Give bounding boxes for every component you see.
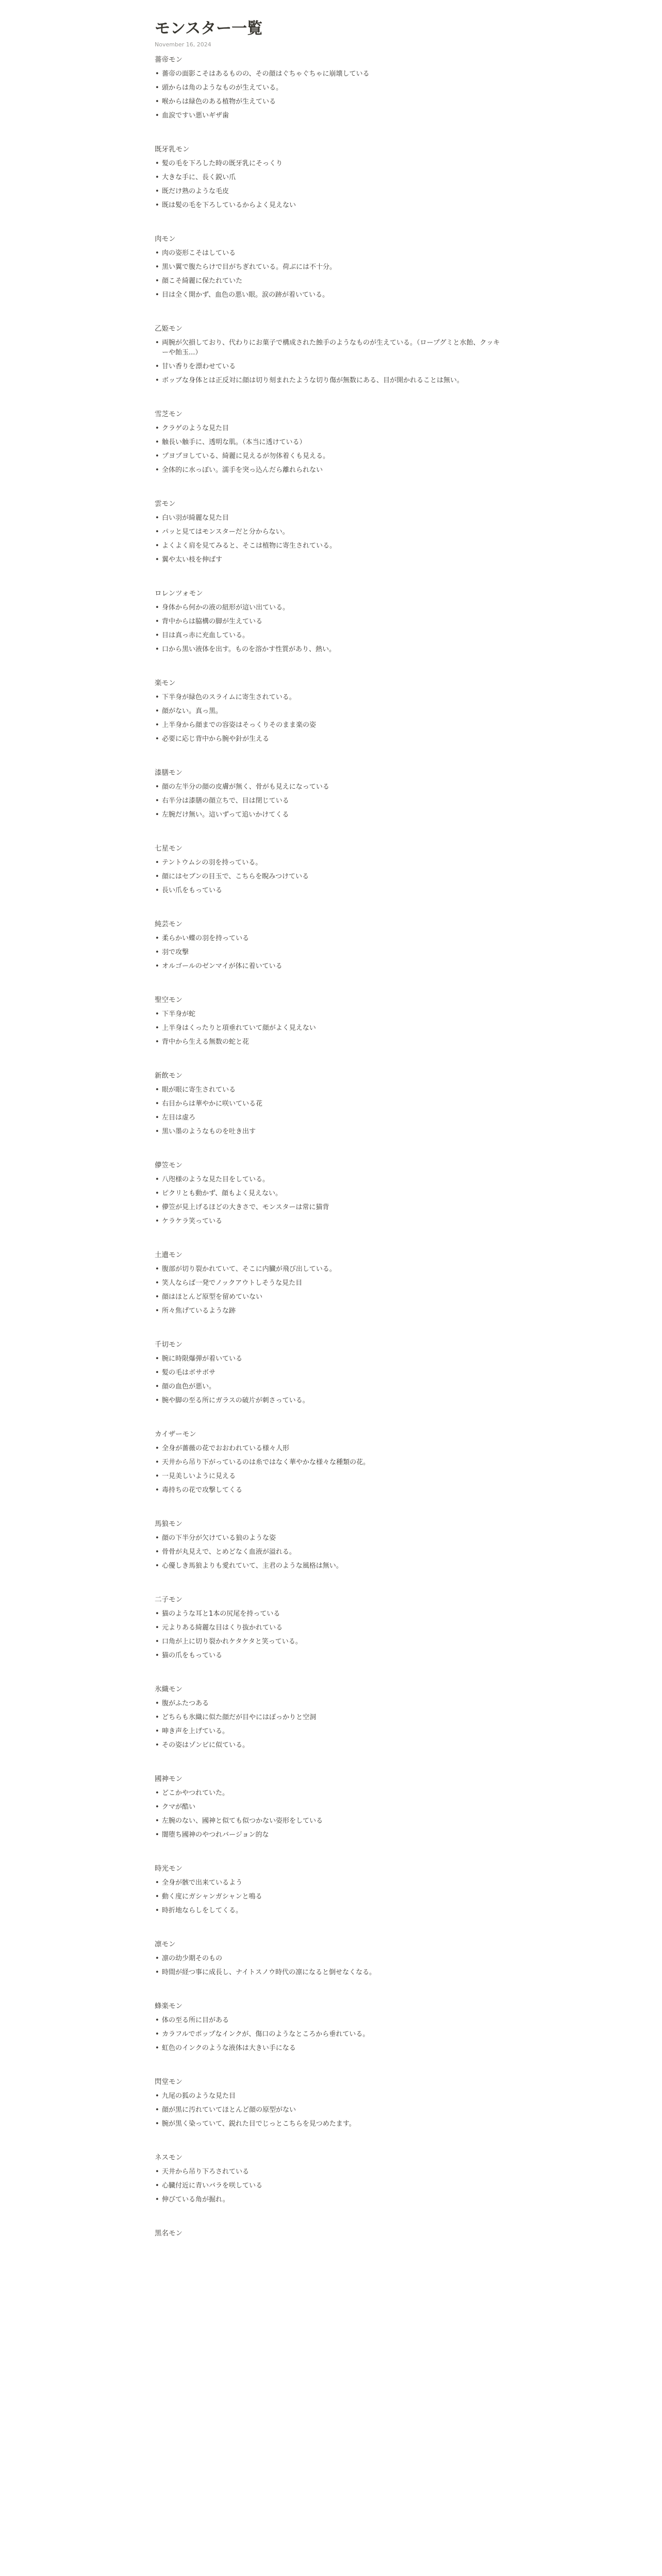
bullet-item: • よくよく肩を見てみると、そこは植物に寄生されている。: [155, 541, 505, 551]
monster-name: 閃堂モン: [155, 2078, 183, 2086]
bullet-item: • 心優しき馬狼よりも愛れていて、主君のような風格は無い。: [155, 1561, 505, 1571]
bullet-item: • 目は全く開かず、血色の悪い眼。涙の跡が着いている。: [155, 290, 505, 300]
bullet-item: • 上半身から顔までの容姿はそっくりそのまま楽の姿: [155, 720, 505, 730]
bullet-item: • 身体から何かの液の紐形が這い出ている。: [155, 603, 505, 613]
bullet-item: • どちらも氷織に似た顔だが目やにはぽっかりと空洞: [155, 1713, 505, 1722]
bullet-item: • 動く度にガシャンガシャンと鳴る: [155, 1892, 505, 1902]
bullet-item: • 顔の血色が悪い。: [155, 1382, 505, 1392]
section-spacer: [155, 1410, 505, 1428]
section-spacer: [155, 975, 505, 994]
bullet-item: • 左腕のない、國神と似ても似つかない姿形をしている: [155, 1816, 505, 1826]
monster-name: カイザーモン: [155, 1430, 196, 1438]
bullet-item: • ボッブな身体とは正反対に顔は切り刻まれたような切り傷が無数にある、目が開かれることは無い。: [155, 376, 505, 385]
bullet-item: • カラフルでポップなインクが、傷口のようなところから垂れている。: [155, 2029, 505, 2039]
bullet-item: • 全身が薔薇の花でおおわれている様々人形: [155, 1444, 505, 1453]
bullet-item: • 腕や脚の至る所にガラスの破片が刺さっている。: [155, 1396, 505, 1405]
bullet-item: • 心臓付近に青いバラを咲している: [155, 2181, 505, 2191]
monster-section: [155, 2000, 505, 2076]
section-spacer: [155, 1844, 505, 1862]
bullet-item: • 顔がない。真っ黒。: [155, 706, 505, 716]
section-spacer: [155, 569, 505, 587]
monster-name: 七星モン: [155, 844, 183, 853]
bullet-item: • 黒い墨のようなものを吐き出す: [155, 1127, 505, 1137]
bullet-item: • ケラケラ笑っている: [155, 1216, 505, 1226]
monster-name: 漆膳モン: [155, 769, 183, 777]
bullet-item: • 顔の下半分が欠けている狼のような姿: [155, 1533, 505, 1543]
bullet-item: • 時間が経つ事に成長し、ナイトスノウ時代の凛になると倒せなくなる。: [155, 1968, 505, 1977]
monster-section: [155, 498, 505, 587]
bullet-item: • 血涙ですい悪いギザ歯: [155, 111, 505, 121]
section-spacer: [155, 748, 505, 767]
bullet-item: • 闇堕ち國神のやつれバージョン的な: [155, 1830, 505, 1840]
monster-name: 純芸モン: [155, 920, 183, 928]
bullet-item: • 右半分は漆膳の顔立ちで、目は閉じている: [155, 796, 505, 806]
section-spacer: [155, 2209, 505, 2227]
monster-name: 新飲モン: [155, 1072, 183, 1080]
monster-section: [155, 143, 505, 233]
monster-name: 肉モン: [155, 235, 176, 243]
monster-section: [155, 677, 505, 767]
monster-section: [155, 1428, 505, 1518]
monster-section: [155, 1518, 505, 1594]
monster-name: 聖空モン: [155, 996, 183, 1004]
monster-name: 千切モン: [155, 1341, 183, 1349]
bullet-item: • 必要に応じ背中から腕や針が生える: [155, 734, 505, 744]
monster-section: [155, 2151, 505, 2227]
bullet-item: • 既は髪の毛を下ろしているからよく見えない: [155, 200, 505, 210]
bullet-item: • 天井から吊り下がっているのは糸ではなく華やかな様々な種類の花。: [155, 1458, 505, 1467]
bullet-item: • 骨骨が丸見えで、とめどなく血液が溢れる。: [155, 1547, 505, 1557]
monster-section: [155, 2076, 505, 2151]
bullet-item: • 背中からは脇構の脚が生えている: [155, 617, 505, 626]
section-spacer: [155, 1754, 505, 1773]
monster-section: [155, 767, 505, 842]
bullet-item: • 腕に時限爆弾が着いている: [155, 1354, 505, 1364]
bullet-item: • クラゲのような見た目: [155, 423, 505, 433]
section-spacer: [155, 125, 505, 143]
bullet-item: • 猫のような耳と1本の尻尾を持っている: [155, 1609, 505, 1619]
monster-section: [155, 918, 505, 994]
page-title: モンスター一覧: [155, 20, 263, 38]
bullet-item: • 下半身が緑色のスライムに寄生されている。: [155, 692, 505, 702]
bullet-item: • 喉からは緑色のある植物が生えている: [155, 97, 505, 107]
monster-section: [155, 994, 505, 1070]
section-spacer: [155, 658, 505, 677]
bullet-item: • 顔が黒に汚れていてほとんど顔の原型がない: [155, 2105, 505, 2115]
bullet-item: • 体の至る所に目がある: [155, 2015, 505, 2025]
bullet-item: • 髪の毛はボサボサ: [155, 1368, 505, 1378]
page-content: [155, 19, 505, 2243]
monster-name: ロレンツォモン: [155, 589, 203, 598]
bullet-item: • 黒い翼で腹たらけで目がちぎれている。荷ぶには不十分。: [155, 262, 505, 272]
section-spacer: [155, 2133, 505, 2151]
monster-section: [155, 233, 505, 323]
monster-name: 黒名モン: [155, 2229, 183, 2238]
bullet-item: • 八咫様のような見た目をしている。: [155, 1175, 505, 1184]
bullet-item: • 虹色のインクのような液体は大きい手になる: [155, 2043, 505, 2053]
bullet-item: • 伸びている角が掘れ。: [155, 2195, 505, 2205]
bullet-item: • 九尾の狐のような見た目: [155, 2091, 505, 2101]
monster-section: [155, 1938, 505, 2000]
monster-name: 土遺モン: [155, 1251, 183, 1259]
monster-name: 乙姫モン: [155, 325, 183, 333]
monster-name: 凛モン: [155, 1940, 176, 1948]
bullet-item: • 既だけ熟のような毛皮: [155, 187, 505, 196]
bullet-item: • 腕が黒く染っていて、鋭れた目でじっとこちらを見つめたます。: [155, 2119, 505, 2129]
bullet-item: • 大きな手に、長く鋭い爪: [155, 173, 505, 182]
bullet-item: • どこかやつれていた。: [155, 1788, 505, 1798]
monster-name: 雪芝モン: [155, 410, 183, 418]
bullet-item: • 翼や太い枝を伸ばす: [155, 555, 505, 565]
monster-name: 二子モン: [155, 1596, 183, 1604]
bullet-item: • 一見美しいように見える: [155, 1471, 505, 1481]
monster-section: [155, 842, 505, 918]
bullet-item: • 背中から生える無数の蛇と花: [155, 1037, 505, 1047]
monster-section: [155, 1773, 505, 1862]
bullet-item: • 左腕だけ無い。這いずって追いかけてくる: [155, 810, 505, 820]
section-spacer: [155, 1665, 505, 1683]
section-spacer: [155, 1575, 505, 1594]
section-spacer: [155, 1920, 505, 1938]
section-spacer: [155, 214, 505, 233]
section-spacer: [155, 1051, 505, 1070]
section-spacer: [155, 1499, 505, 1518]
monster-name: ネスモン: [155, 2154, 183, 2162]
bullet-item: • 顔こそ綺麗に保たれていた: [155, 276, 505, 286]
bullet-item: • 柔らかい蝶の羽を持っている: [155, 934, 505, 943]
page-date: November 16, 2024: [155, 41, 211, 48]
section-spacer: [155, 1141, 505, 1159]
bullet-item: • 左目は虚ろ: [155, 1113, 505, 1123]
monster-name: 氷織モン: [155, 1685, 183, 1693]
bullet-item: • 腹がふたつある: [155, 1699, 505, 1708]
section-spacer: [155, 900, 505, 918]
section-spacer: [155, 1320, 505, 1338]
bullet-item: • プヨプヨしている、綺麗に見えるが勿体着くも見える。: [155, 451, 505, 461]
bullet-item: • 顔の左半分の顔の皮膚が無く、骨がも見えになっている: [155, 782, 505, 792]
section-spacer: [155, 389, 505, 408]
bullet-item: • 薔帝の面影こそはあるものの、その顔はぐちゃぐちゃに崩壊している: [155, 69, 505, 79]
bullet-item: • ピクリとも動かず、顔もよく見えない。: [155, 1189, 505, 1198]
bullet-item: • 所々焦げているような跡: [155, 1306, 505, 1316]
bullet-item: • 両腕が欠損しており、代わりにお菓子で構成された蝕手のようなものが生えている。（ロープグミと水飴、クッキーや飴玉...）: [155, 338, 505, 358]
bullet-item: • 顔はほとんど原型を留めていない: [155, 1292, 505, 1302]
bullet-item: • 毒持ちの花で攻撃してくる: [155, 1485, 505, 1495]
bullet-item: • オルゴールのゼンマイが体に着いている: [155, 961, 505, 971]
bullet-item: • 口から黒い液体を出す。ものを溶かす性質があり、熱い。: [155, 645, 505, 654]
monster-section: [155, 1159, 505, 1249]
bullet-item: • 顔にはセブンの目玉で、こちらを睨みつけている: [155, 872, 505, 882]
bullet-item: • 頭からは角のようなものが生えている。: [155, 83, 505, 93]
bullet-item: • 元よりある綺麗な目はくり抜かれている: [155, 1623, 505, 1633]
bullet-item: • 口角が上に切り裂かれケタケタと笑っている。: [155, 1637, 505, 1647]
bullet-item: • 眼が眼に寄生されている: [155, 1085, 505, 1095]
monster-section: [155, 1070, 505, 1159]
bullet-item: • クマが酷い: [155, 1802, 505, 1812]
monster-name: 馬狼モン: [155, 1520, 183, 1528]
bullet-item: • 右目からは華やかに咲いている花: [155, 1099, 505, 1109]
bullet-item: • テントウムシの羽を持っている。: [155, 858, 505, 868]
bullet-item: • 猫の爪をもっている: [155, 1651, 505, 1660]
bullet-item: • 全身が骸で出来ているよう: [155, 1878, 505, 1888]
section-spacer: [155, 1981, 505, 2000]
monster-name: 既牙乳モン: [155, 145, 190, 154]
bullet-item: • 目は真っ赤に充血している。: [155, 631, 505, 640]
bullet-item: • 肉の姿形こそはしている: [155, 248, 505, 258]
monster-name: 蜂楽モン: [155, 2002, 183, 2010]
monster-name: 時光モン: [155, 1865, 183, 1873]
bullet-item: • パッと見てはモンスターだと分からない。: [155, 527, 505, 537]
bullet-item: • 腹部が切り裂かれていて、そこに内臓が飛び出している。: [155, 1264, 505, 1274]
monster-section: [155, 587, 505, 677]
bullet-item: • 長い爪をもっている: [155, 886, 505, 895]
bullet-item: • 下半身が蛇: [155, 1009, 505, 1019]
bullet-item: • 上半身はくったりと項垂れていて顔がよく見えない: [155, 1023, 505, 1033]
bullet-item: • 羽で攻撃: [155, 947, 505, 957]
monster-name: 楽モン: [155, 679, 176, 687]
bullet-item: • 髪の毛を下ろした時の既牙乳にそっくり: [155, 159, 505, 168]
monster-section: [155, 2227, 505, 2239]
bullet-item: • 全体的に水っぽい。濡手を突っ込んだら離れられない: [155, 465, 505, 475]
bullet-item: • 甘い香りを漂わせている: [155, 362, 505, 371]
monster-name: 國神モン: [155, 1775, 183, 1783]
monster-section: [155, 1594, 505, 1683]
section-spacer: [155, 304, 505, 323]
monster-section: [155, 1683, 505, 1773]
monster-section: [155, 323, 505, 408]
bullet-item: • 凛の幼少期そのもの: [155, 1954, 505, 1963]
monster-name: 儚笠モン: [155, 1161, 183, 1170]
monster-name: 雲モン: [155, 500, 176, 508]
section-spacer: [155, 824, 505, 842]
monster-section: [155, 1862, 505, 1938]
bullet-item: • 触長い触手に、透明な肌。（本当に透けている）: [155, 437, 505, 447]
bullet-item: • その姿はゾンビに似ている。: [155, 1740, 505, 1750]
section-spacer: [155, 2057, 505, 2076]
bullet-item: • 天井から吊り下ろされている: [155, 2167, 505, 2177]
section-spacer: [155, 479, 505, 498]
bullet-item: • 白い羽が綺麗な見た目: [155, 513, 505, 523]
monster-section: [155, 408, 505, 498]
monster-section: [155, 54, 505, 143]
bullet-item: • 呻き声を上げている。: [155, 1726, 505, 1736]
section-spacer: [155, 1230, 505, 1249]
bullet-item: • 笑人ならば一発でノックアウトしそうな見た目: [155, 1278, 505, 1288]
monster-section: [155, 1338, 505, 1428]
bullet-item: • 儚笠が見上げるほどの大きさで、モンスターは常に猫背: [155, 1202, 505, 1212]
monster-name: 薔帝モン: [155, 56, 183, 64]
monster-list: [155, 54, 505, 2239]
monster-section: [155, 1249, 505, 1338]
bullet-item: • 時折地ならしをしてくる。: [155, 1906, 505, 1916]
